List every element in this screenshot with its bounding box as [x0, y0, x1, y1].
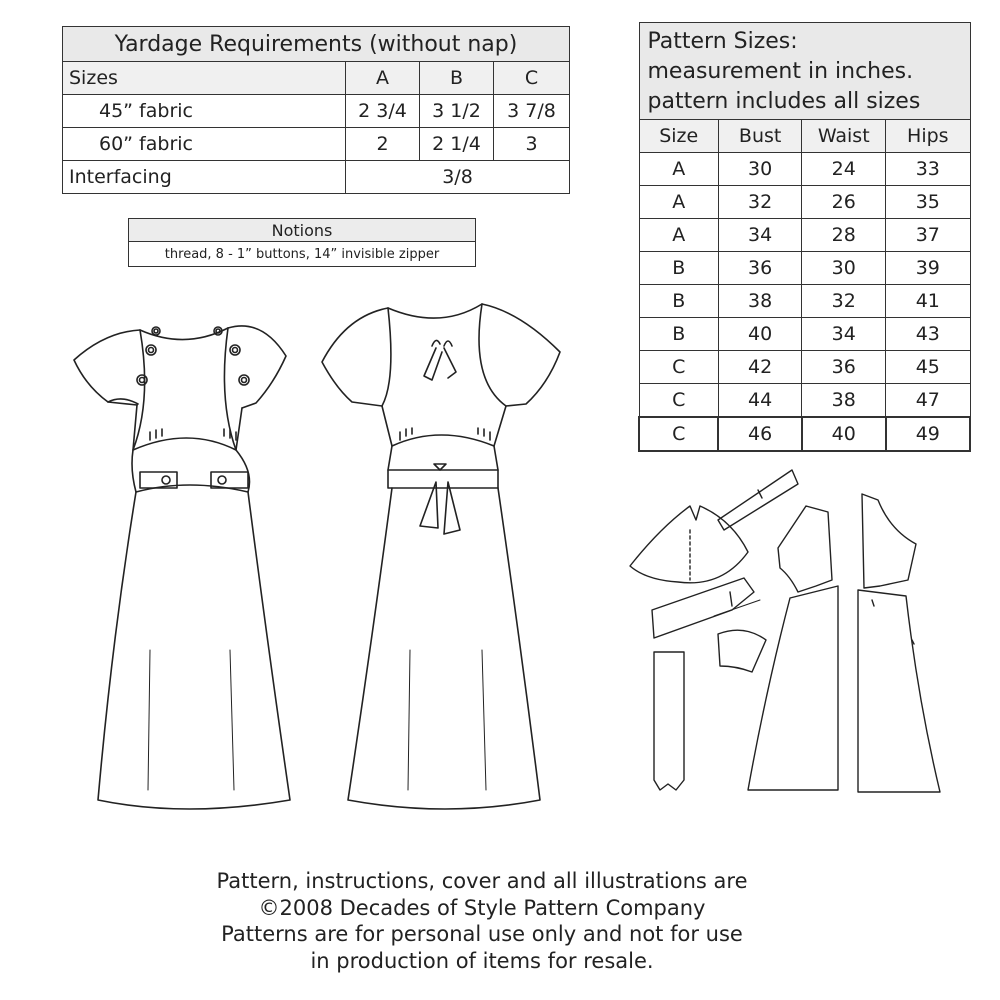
yardage-cell: 2 3/4 — [345, 95, 419, 128]
bust-cell: 32 — [718, 186, 801, 219]
interfacing-value: 3/8 — [345, 161, 569, 194]
bust-cell: 30 — [718, 153, 801, 186]
yardage-cell: 3 1/2 — [420, 95, 494, 128]
yardage-row-label: 60” fabric — [63, 128, 346, 161]
footer-line: Pattern, instructions, cover and all illustrations are — [216, 869, 748, 893]
hips-cell: 41 — [886, 285, 970, 318]
hips-cell: 35 — [886, 186, 970, 219]
bust-cell: 44 — [718, 384, 801, 418]
size-cell: A — [639, 219, 718, 252]
yardage-cell: 3 7/8 — [494, 95, 570, 128]
hips-cell: 43 — [886, 318, 970, 351]
pattern-pieces-illustration — [630, 470, 940, 792]
waist-cell: 34 — [802, 318, 886, 351]
waist-cell: 30 — [802, 252, 886, 285]
notions-text: thread, 8 - 1” buttons, 14” invisible zipper — [129, 242, 476, 267]
notions-title: Notions — [129, 219, 476, 242]
hips-cell: 33 — [886, 153, 970, 186]
hips-cell: 39 — [886, 252, 970, 285]
yardage-header-a: A — [345, 62, 419, 95]
waist-cell: 26 — [802, 186, 886, 219]
bust-cell: 36 — [718, 252, 801, 285]
footer-line: in production of items for resale. — [310, 948, 654, 973]
pattern-sizes-title-line: pattern includes all sizes — [647, 89, 921, 114]
yardage-cell: 2 — [345, 128, 419, 161]
yardage-header-b: B — [420, 62, 494, 95]
yardage-cell: 2 1/4 — [420, 128, 494, 161]
size-cell: A — [639, 153, 718, 186]
yardage-title: Yardage Requirements (without nap) — [63, 27, 570, 62]
size-cell: C — [639, 384, 718, 418]
hips-cell: 45 — [886, 351, 970, 384]
size-cell: C — [639, 417, 718, 451]
yardage-row-label: 45” fabric — [63, 95, 346, 128]
yardage-cell: 3 — [494, 128, 570, 161]
footer-line: Patterns are for personal use only and not for use — [221, 922, 743, 946]
bust-cell: 34 — [718, 219, 801, 252]
size-cell: B — [639, 318, 718, 351]
copyright-footer — [0, 868, 1000, 974]
yardage-header-c: C — [494, 62, 570, 95]
hips-cell: 47 — [886, 384, 970, 418]
bust-cell: 40 — [718, 318, 801, 351]
bust-cell: 46 — [718, 417, 801, 451]
dress-front-illustration — [74, 326, 290, 809]
waist-cell: 24 — [802, 153, 886, 186]
size-cell: B — [639, 252, 718, 285]
waist-cell: 28 — [802, 219, 886, 252]
waist-cell: 38 — [802, 384, 886, 418]
hips-cell: 37 — [886, 219, 970, 252]
size-cell: B — [639, 285, 718, 318]
waist-cell: 40 — [802, 417, 886, 451]
interfacing-label: Interfacing — [63, 161, 346, 194]
dress-tie-illustration — [322, 304, 560, 809]
size-cell: A — [639, 186, 718, 219]
waist-cell: 32 — [802, 285, 886, 318]
hips-cell: 49 — [886, 417, 970, 451]
sizes-header-bust: Bust — [718, 120, 801, 153]
sizes-header-size: Size — [639, 120, 718, 153]
waist-cell: 36 — [802, 351, 886, 384]
yardage-header-sizes: Sizes — [63, 62, 346, 95]
bust-cell: 38 — [718, 285, 801, 318]
sizes-header-hips: Hips — [886, 120, 970, 153]
size-cell: C — [639, 351, 718, 384]
footer-line: ©2008 Decades of Style Pattern Company — [258, 895, 706, 920]
sizes-header-waist: Waist — [802, 120, 886, 153]
pattern-sizes-title-line: measurement in inches. — [647, 59, 914, 84]
bust-cell: 42 — [718, 351, 801, 384]
pattern-sizes-title-line: Pattern Sizes: — [647, 29, 798, 54]
